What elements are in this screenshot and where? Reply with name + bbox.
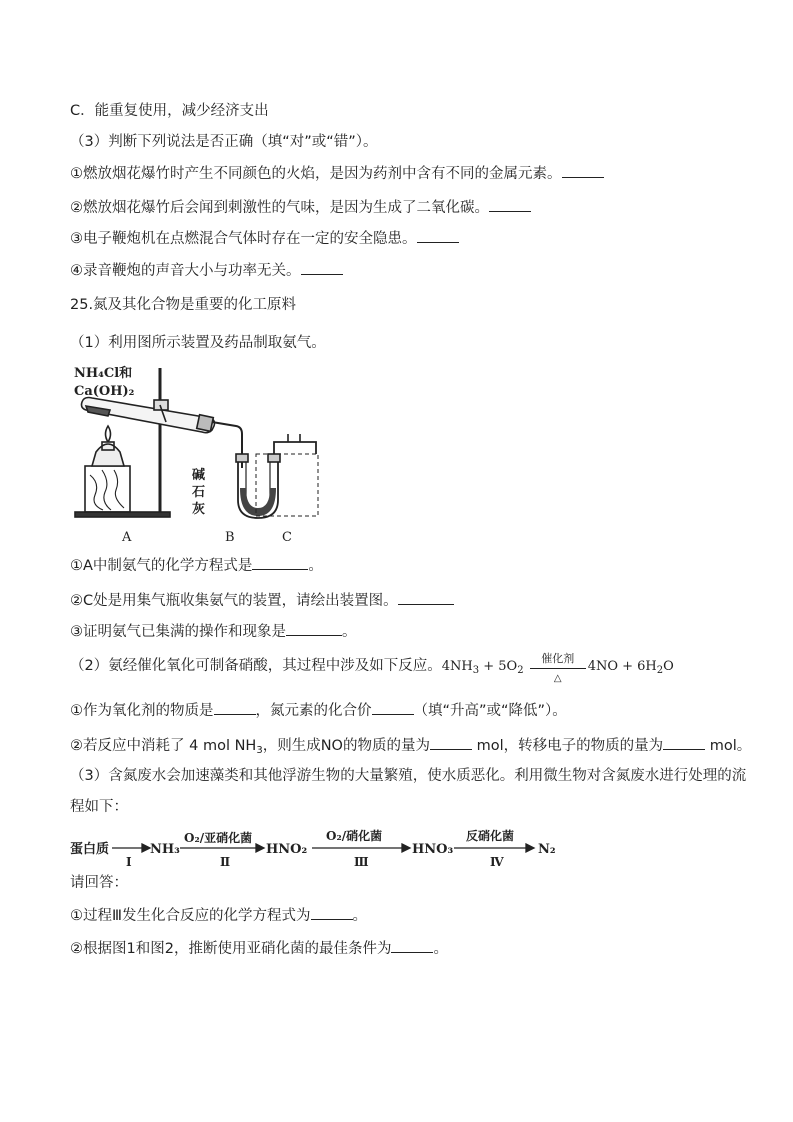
q25-3-b: ②根据图1和图2，推断使用亚硝化菌的最佳条件为 。 [70,938,448,959]
flow-step-4: Ⅳ [490,855,504,869]
flow-step-1: Ⅰ [126,855,132,869]
soda-lime-label-2: 石 [192,485,206,500]
answer-blank[interactable] [372,700,414,715]
q25-3-intro-cont: 程如下： [70,799,128,815]
q25-2-intro: （2）氨经催化氧化可制备硝酸，其过程中涉及如下反应。$4NH_3 + 5O_2$ 催化剂 △ $4NO + 6H_2O$ [70,651,674,684]
apparatus-figure [70,360,330,550]
answer-blank[interactable] [391,938,433,953]
q25-2-b: ②若反应中消耗了 4 mol $NH_3$，则生成NO的物质的量为 mol，转移电子的物质的量为 mol。 [70,735,751,761]
flow-step-3: Ⅲ [354,855,369,869]
answer-blank[interactable] [430,735,472,750]
q3-statement-2: ②燃放烟花爆竹后会闻到刺激性的气味，是因为生成了二氧化碳。 [70,197,531,218]
soda-lime-label-1: 碱 [192,468,206,483]
q25-3-a: ①过程Ⅲ发生化合反应的化学方程式为 。 [70,905,367,926]
q25-3-intro: （3）含氮废水会加速藻类和其他浮游生物的大量繁殖，使水质恶化。利用微生物对含氮废水进行处理的流 [70,768,747,784]
q25-title: 25.氮及其化合物是重要的化工原料 [70,297,297,313]
answer-blank[interactable] [417,228,459,243]
flow-nh3: NH₃ [150,842,180,857]
q3-intro: （3）判断下列说法是否正确（填“对”或“错”）。 [70,134,378,150]
reaction-equation: $4NH_3 + 5O_2$ 催化剂 △ $4NO + 6H_2O$ [441,651,674,684]
q25-1-b: ②C处是用集气瓶收集氨气的装置，请绘出装置图。 [70,590,454,611]
answer-blank[interactable] [214,700,256,715]
q3-statement-4: ④录音鞭炮的声音大小与功率无关。 [70,260,343,281]
flow-step-2: Ⅱ [220,855,231,869]
answer-blank[interactable] [489,197,531,212]
q25-1-a: ①A中制氨气的化学方程式是 。 [70,555,323,576]
answer-blank[interactable] [286,621,342,636]
reagent-label-2: Ca(OH)₂ [74,384,135,399]
flow-condition-2: O₂/亚硝化菌 [184,831,253,845]
answer-blank[interactable] [252,555,308,570]
reagent-label-1: NH₄Cl和 [74,366,133,381]
flow-n2: N₂ [538,842,556,857]
flow-condition-4: 反硝化菌 [466,829,515,843]
answer-blank[interactable] [398,590,454,605]
answer-blank[interactable] [301,260,343,275]
q3-statement-3: ③电子鞭炮机在点燃混合气体时存在一定的安全隐患。 [70,228,459,249]
answer-blank[interactable] [663,735,705,750]
answer-blank[interactable] [562,163,604,178]
flow-hno2: HNO₂ [266,842,308,857]
label-b: B [225,530,235,545]
label-c: C [282,530,292,545]
q25-1-intro: （1）利用图所示装置及药品制取氨气。 [70,335,326,351]
soda-lime-label-3: 灰 [192,502,206,517]
option-c: C．能重复使用，减少经济支出 [70,103,269,119]
answer-blank[interactable] [311,905,353,920]
flow-condition-3: O₂/硝化菌 [326,829,383,843]
label-a: A [122,530,132,545]
q3-statement-1: ①燃放烟花爆竹时产生不同颜色的火焰，是因为药剂中含有不同的金属元素。 [70,163,604,184]
q25-2-a: ①作为氧化剂的物质是 ，氮元素的化合价 （填“升高”或“降低”）。 [70,700,567,721]
flow-hno3: HNO₃ [412,842,454,857]
process-flow-diagram [70,824,570,870]
please-answer: 请回答： [70,875,128,891]
q25-1-c: ③证明氨气已集满的操作和现象是 。 [70,621,357,642]
flow-protein: 蛋白质 [70,842,110,857]
